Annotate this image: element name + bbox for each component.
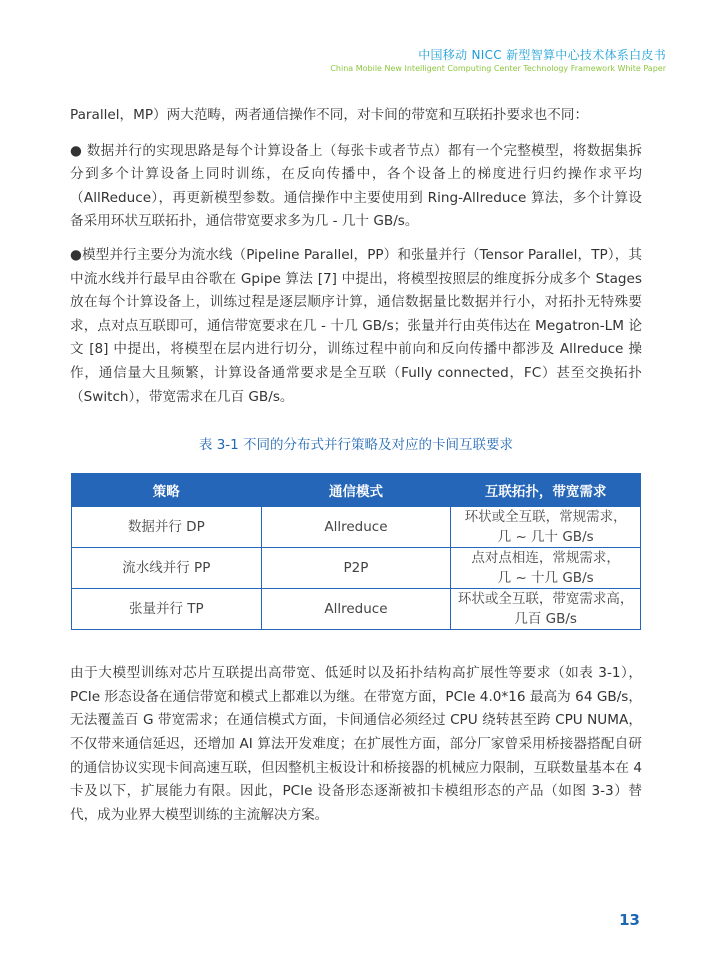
requirement-line: 点对点相连，常规需求， <box>471 550 620 567</box>
parallel-strategy-table <box>71 473 641 630</box>
page-content <box>70 104 642 837</box>
cell-mode: Allreduce <box>261 589 451 630</box>
requirement-line: 几百 GB/s <box>514 611 577 628</box>
requirement-line: 几 ~ 十几 GB/s <box>497 570 594 587</box>
cell-requirement <box>451 548 641 589</box>
cell-strategy: 数据并行 DP <box>72 507 262 548</box>
page-header <box>330 48 666 74</box>
column-header-strategy: 策略 <box>72 474 262 507</box>
table-header-row <box>72 474 641 507</box>
requirement-line: 环状或全互联，带宽需求高， <box>457 591 634 608</box>
cell-mode: P2P <box>261 548 451 589</box>
column-header-mode: 通信模式 <box>261 474 451 507</box>
table-row <box>72 548 641 589</box>
requirement-line: 几 ~ 几十 GB/s <box>497 529 594 546</box>
paragraph-model-parallel: ●模型并行主要分为流水线（Pipeline Parallel，PP）和张量并行（Tensor Parallel，TP），其中流水线并行最早由谷歌在 Gpipe 算法 [7] 中提出，将模型按照层的维度拆分成多个 Stages 放在每个计算设备上，训练过程是逐层顺序计算，通信数据量比数据并行小，对拓扑无特殊要求，点对点互联即可，通信带宽要求在几 - 十几 GB/s；张量并行由英伟达在 Megatron-LM 论文 [8] 中提出，将模型在层内进行切分，训练过程中前向和反向传播中都涉及 Allreduce 操作，通信量大且频繁，计算设备通常要求是全互联（Fully connected，FC）甚至交换拓扑（Switch），带宽需求在几百 GB/s。 <box>70 246 642 405</box>
table-row <box>72 507 641 548</box>
paragraph-pcie-limitations: 由于大模型训练对芯片互联提出高带宽、低延时以及拓扑结构高扩展性等要求（如表 3-1），PCIe 形态设备在通信带宽和模式上都难以为继。在带宽方面，PCIe 4.0*16 最高为 64 GB/s，无法覆盖百 G 带宽需求；在通信模式方面，卡间通信必须经过 CPU 绕转甚至跨 CPU NUMA，不仅带来通信延迟，还增加 AI 算法开发难度；在扩展性方面，部分厂家曾采用桥接器搭配自研的通信协议实现卡间高速互联，但因整机主板设计和桥接器的机械应力限制，互联数量基本在 4 卡及以下，扩展能力有限。因此，PCIe 设备形态逐渐被扣卡模组形态的产品（如图 3-3）替代，成为业界大模型训练的主流解决方案。 <box>70 665 642 823</box>
paragraph-data-parallel: ● 数据并行的实现思路是每个计算设备上（每张卡或者节点）都有一个完整模型，将数据集拆分到多个计算设备上同时训练，在反向传播中，各个设备上的梯度进行归约操作求平均（AllReduce），再更新模型参数。通信操作中主要使用到 Ring-Allreduce 算法，多个计算设备采用环状互联拓扑，通信带宽要求多为几 - 几十 GB/s。 <box>70 142 642 230</box>
column-header-requirement: 互联拓扑，带宽需求 <box>451 474 641 507</box>
paragraph-intro: Parallel，MP）两大范畴，两者通信操作不同，对卡间的带宽和互联拓扑要求也不同： <box>70 107 589 123</box>
page-number: 13 <box>619 911 640 929</box>
header-title-en: China Mobile New Intelligent Computing Center Technology Framework White Paper <box>330 64 666 73</box>
table-row <box>72 589 641 630</box>
requirement-line: 环状或全互联，常规需求， <box>464 509 627 526</box>
cell-strategy: 张量并行 TP <box>72 589 262 630</box>
cell-mode: Allreduce <box>261 507 451 548</box>
cell-requirement <box>451 589 641 630</box>
header-title-zh: 中国移动 NICC 新型智算中心技术体系白皮书 <box>418 48 666 62</box>
cell-strategy: 流水线并行 PP <box>72 548 262 589</box>
table-caption: 表 3-1 不同的分布式并行策略及对应的卡间互联要求 <box>198 437 514 454</box>
cell-requirement <box>451 507 641 548</box>
